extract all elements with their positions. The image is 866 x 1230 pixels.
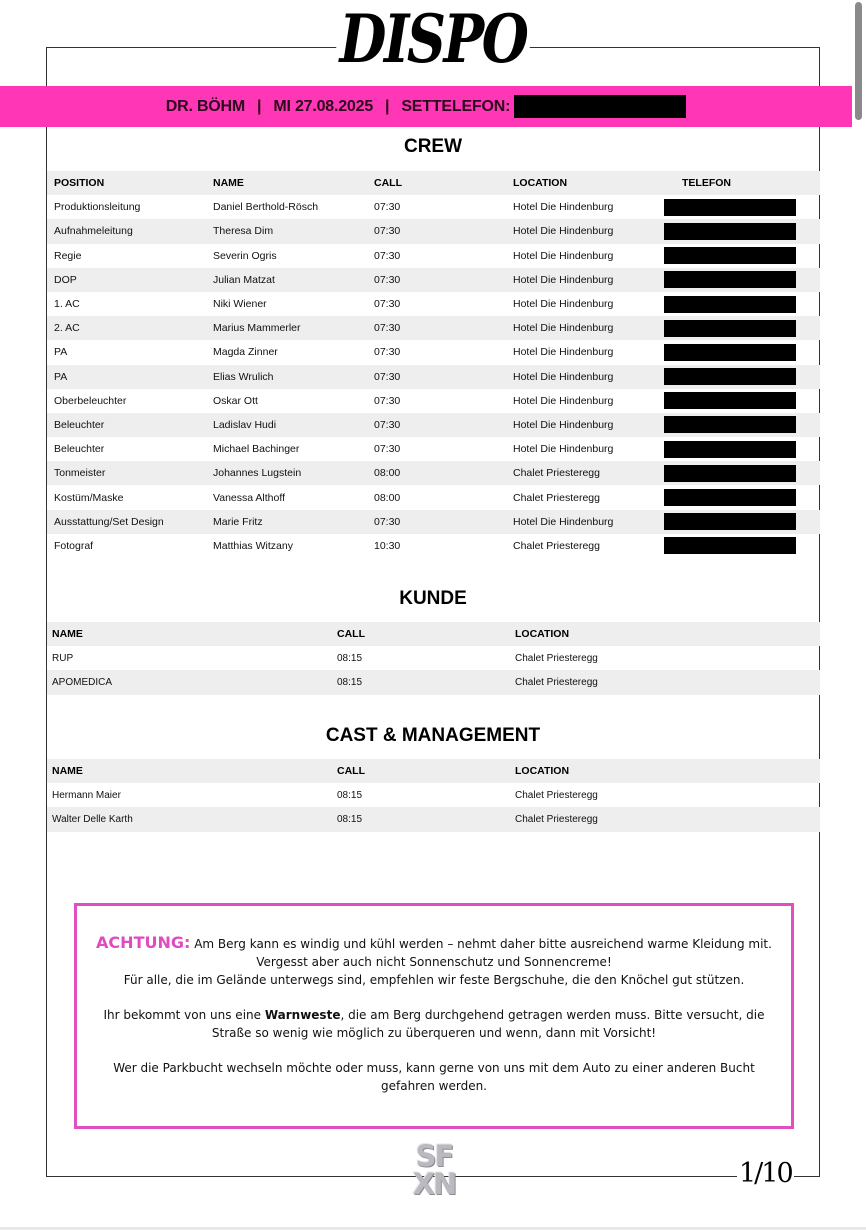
crew-row	[47, 437, 820, 461]
crew-cell-position: Aufnahmeleitung	[54, 225, 133, 238]
crew-row	[47, 413, 820, 437]
crew-cell-call: 08:00	[374, 491, 401, 504]
notice-text: Am Berg kann es windig und kühl werden – nehmt daher bitte ausreichend warme Kleidung mit.	[194, 937, 772, 951]
cast-section-title: CAST & MANAGEMENT	[325, 725, 541, 746]
page-indicator: 1/10	[739, 1158, 792, 1189]
crew-row	[47, 292, 820, 316]
crew-cell-name: Magda Zinner	[213, 346, 278, 359]
crew-header-row	[47, 171, 820, 195]
notice-text: Vergesst aber auch nicht Sonnenschutz und Sonnencreme!	[256, 955, 612, 969]
crew-row	[47, 461, 820, 485]
crew-row	[47, 316, 820, 340]
crew-cell-call: 07:30	[374, 298, 401, 311]
notice-text: , die am Berg durchgehend getragen werden muss. Bitte versucht, die Straße so wenig wie möglich zu überqueren und wenn, dann mit Vorsicht!	[211, 1008, 765, 1040]
crew-row	[47, 485, 820, 509]
crew-cell-name: Marie Fritz	[213, 515, 263, 528]
kunde-section-title: KUNDE	[399, 588, 467, 609]
crew-row	[47, 219, 820, 243]
telefon-redacted	[664, 465, 796, 482]
crew-cell-name: Vanessa Althoff	[213, 491, 285, 504]
crew-cell-location: Chalet Priesteregg	[513, 467, 600, 480]
crew-cell-name: Oskar Ott	[213, 394, 258, 407]
crew-cell-position: Beleuchter	[54, 443, 105, 456]
crew-cell-telefon	[664, 244, 820, 268]
col-location: LOCATION	[515, 628, 570, 641]
crew-row	[47, 389, 820, 413]
crew-cell-location: Chalet Priesteregg	[513, 491, 600, 504]
crew-cell-call: 07:30	[374, 418, 401, 431]
crew-cell-telefon	[664, 510, 820, 534]
crew-cell-telefon	[664, 195, 820, 219]
crew-cell-location: Hotel Die Hindenburg	[513, 201, 614, 214]
col-position: POSITION	[54, 177, 105, 190]
crew-cell-location: Hotel Die Hindenburg	[513, 394, 614, 407]
crew-cell-telefon	[664, 413, 820, 437]
telefon-redacted	[664, 223, 796, 240]
crew-cell-call: 10:30	[374, 539, 401, 552]
notice-text: Ihr bekommt von uns eine	[103, 1008, 265, 1022]
crew-cell-location: Hotel Die Hindenburg	[513, 515, 614, 528]
separator: |	[385, 97, 390, 115]
separator: |	[257, 97, 262, 115]
notice-text: Wer die Parkbucht wechseln möchte oder muss, kann gerne von uns mit dem Auto zu einer anderen Bucht gefahren werden.	[113, 1061, 755, 1093]
crew-cell-position: Kostüm/Maske	[54, 491, 124, 504]
crew-cell-name: Julian Matzat	[213, 273, 275, 286]
crew-cell-name: Niki Wiener	[213, 298, 267, 311]
kunde-cell-call: 08:15	[337, 676, 363, 688]
crew-cell-telefon	[664, 316, 820, 340]
col-call: CALL	[337, 765, 365, 778]
telefon-redacted	[664, 368, 796, 385]
crew-cell-call: 07:30	[374, 515, 401, 528]
crew-cell-location: Chalet Priesteregg	[513, 539, 600, 552]
kunde-cell-name: RUP	[52, 652, 74, 664]
achtung-label: ACHTUNG:	[96, 933, 191, 952]
col-telefon: TELEFON	[682, 177, 731, 190]
crew-row	[47, 244, 820, 268]
crew-section-title: CREW	[403, 136, 463, 157]
telefon-redacted	[664, 537, 796, 554]
crew-cell-call: 08:00	[374, 467, 401, 480]
crew-cell-position: Oberbeleuchter	[54, 394, 127, 407]
telefon-redacted	[664, 392, 796, 409]
crew-cell-call: 07:30	[374, 225, 401, 238]
crew-cell-call: 07:30	[374, 346, 401, 359]
crew-row	[47, 340, 820, 364]
crew-row	[47, 510, 820, 534]
crew-cell-call: 07:30	[374, 322, 401, 335]
crew-cell-telefon	[664, 365, 820, 389]
settelefon-redacted	[514, 95, 686, 118]
kunde-row	[47, 646, 820, 670]
crew-cell-call: 07:30	[374, 201, 401, 214]
crew-cell-position: Produktionsleitung	[54, 201, 141, 214]
scrollbar[interactable]	[855, 2, 862, 120]
telefon-redacted	[664, 247, 796, 264]
crew-cell-position: Fotograf	[54, 539, 94, 552]
telefon-redacted	[664, 271, 796, 288]
crew-cell-position: Ausstattung/Set Design	[54, 515, 164, 528]
crew-cell-telefon	[664, 268, 820, 292]
crew-cell-name: Daniel Berthold-Rösch	[213, 201, 319, 214]
crew-row	[47, 365, 820, 389]
cast-row	[47, 783, 820, 807]
crew-cell-name: Matthias Witzany	[213, 539, 293, 552]
telefon-redacted	[664, 296, 796, 313]
cast-row	[47, 807, 820, 831]
crew-cell-telefon	[664, 292, 820, 316]
crew-cell-telefon	[664, 219, 820, 243]
crew-cell-position: 2. AC	[54, 322, 80, 335]
telefon-redacted	[664, 199, 796, 216]
crew-cell-telefon	[664, 437, 820, 461]
col-name: NAME	[213, 177, 244, 190]
sfxn-logo	[405, 1139, 463, 1206]
shoot-date: MI 27.08.2025	[273, 97, 374, 115]
crew-cell-telefon	[664, 534, 820, 558]
crew-cell-call: 07:30	[374, 249, 401, 262]
crew-cell-name: Ladislav Hudi	[213, 418, 277, 431]
crew-row	[47, 534, 820, 558]
cast-header-row	[47, 759, 820, 783]
crew-cell-name: Marius Mammerler	[213, 322, 301, 335]
crew-cell-call: 07:30	[374, 370, 401, 383]
crew-cell-location: Hotel Die Hindenburg	[513, 249, 614, 262]
cast-cell-call: 08:15	[337, 789, 363, 801]
crew-cell-name: Severin Ogris	[213, 249, 277, 262]
crew-cell-location: Hotel Die Hindenburg	[513, 273, 614, 286]
cast-cell-name: Hermann Maier	[52, 789, 121, 801]
crew-cell-call: 07:30	[374, 273, 401, 286]
cast-cell-location: Chalet Priesteregg	[515, 789, 598, 801]
telefon-redacted	[664, 441, 796, 458]
crew-cell-telefon	[664, 461, 820, 485]
telefon-redacted	[664, 513, 796, 530]
document-title: DISPO	[78, 2, 788, 76]
crew-cell-position: DOP	[54, 273, 77, 286]
crew-cell-name: Theresa Dim	[213, 225, 274, 238]
cast-cell-name: Walter Delle Karth	[52, 813, 133, 825]
header-band	[0, 86, 852, 127]
crew-row	[47, 268, 820, 292]
col-call: CALL	[374, 177, 402, 190]
telefon-redacted	[664, 416, 796, 433]
crew-cell-call: 07:30	[374, 394, 401, 407]
crew-cell-location: Hotel Die Hindenburg	[513, 225, 614, 238]
kunde-cell-location: Chalet Priesteregg	[515, 652, 598, 664]
crew-cell-call: 07:30	[374, 443, 401, 456]
kunde-cell-name: APOMEDICA	[52, 676, 113, 688]
crew-cell-position: Tonmeister	[54, 467, 106, 480]
crew-cell-location: Hotel Die Hindenburg	[513, 418, 614, 431]
crew-cell-location: Hotel Die Hindenburg	[513, 346, 614, 359]
cast-cell-location: Chalet Priesteregg	[515, 813, 598, 825]
settelefon-label: SETTELEFON:	[401, 97, 511, 115]
crew-cell-telefon	[664, 389, 820, 413]
crew-cell-name: Michael Bachinger	[213, 443, 300, 456]
crew-cell-telefon	[664, 340, 820, 364]
crew-cell-position: 1. AC	[54, 298, 80, 311]
kunde-row	[47, 670, 820, 694]
crew-cell-position: Regie	[54, 249, 82, 262]
col-name: NAME	[52, 765, 83, 778]
telefon-redacted	[664, 344, 796, 361]
kunde-cell-call: 08:15	[337, 652, 363, 664]
kunde-cell-location: Chalet Priesteregg	[515, 676, 598, 688]
notice-text: Für alle, die im Gelände unterwegs sind, empfehlen wir feste Bergschuhe, die den Knöchel gut stützen.	[123, 973, 745, 987]
col-call: CALL	[337, 628, 365, 641]
crew-cell-location: Hotel Die Hindenburg	[513, 443, 614, 456]
logo-top: SF	[415, 1139, 453, 1173]
telefon-redacted	[664, 489, 796, 506]
crew-row	[47, 195, 820, 219]
crew-cell-location: Hotel Die Hindenburg	[513, 322, 614, 335]
project-name: DR. BÖHM	[165, 97, 246, 115]
crew-cell-name: Elias Wrulich	[213, 370, 274, 383]
crew-cell-location: Hotel Die Hindenburg	[513, 298, 614, 311]
logo-bottom: XN	[412, 1167, 456, 1201]
kunde-table	[47, 622, 820, 695]
kunde-header-row	[47, 622, 820, 646]
cast-table	[47, 759, 820, 832]
col-name: NAME	[52, 628, 83, 641]
warnweste-emphasis: Warnweste	[264, 1008, 341, 1022]
crew-cell-telefon	[664, 485, 820, 509]
crew-cell-position: PA	[54, 346, 68, 359]
crew-cell-position: Beleuchter	[54, 418, 105, 431]
notice-box	[74, 903, 794, 1129]
col-location: LOCATION	[515, 765, 570, 778]
crew-cell-location: Hotel Die Hindenburg	[513, 370, 614, 383]
crew-table	[47, 171, 820, 558]
crew-cell-position: PA	[54, 370, 68, 383]
col-location: LOCATION	[513, 177, 568, 190]
cast-cell-call: 08:15	[337, 813, 363, 825]
telefon-redacted	[664, 320, 796, 337]
crew-cell-name: Johannes Lugstein	[213, 467, 302, 480]
